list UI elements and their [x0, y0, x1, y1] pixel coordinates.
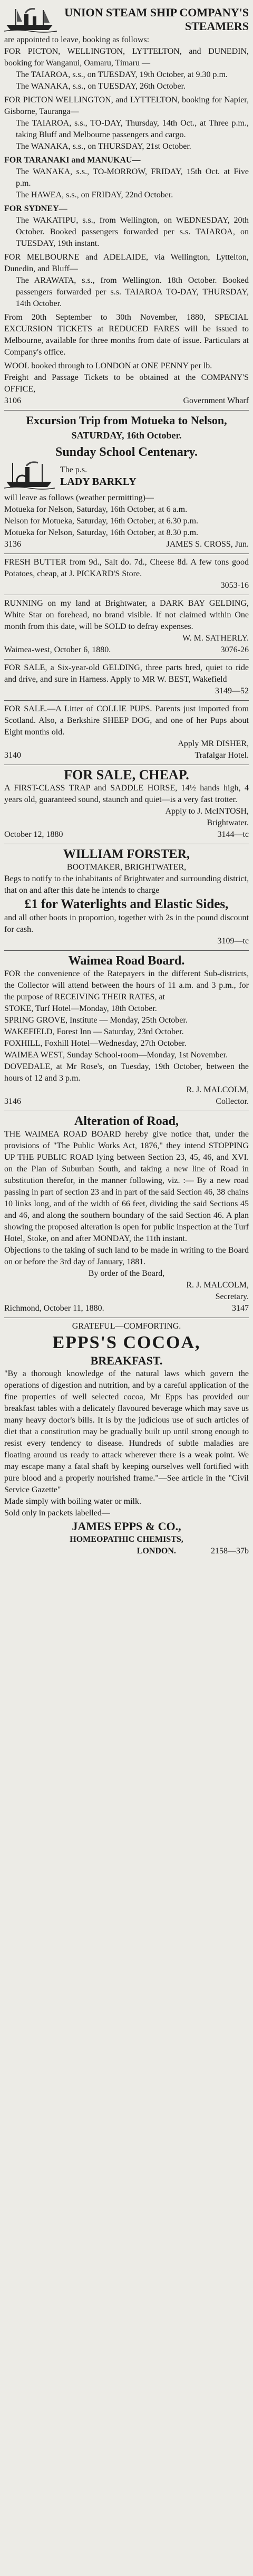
trap-title: FOR SALE, CHEAP.: [64, 767, 189, 783]
union-sailing-6: The HAWEA, s.s., on FRIDAY, 22nd October.: [16, 190, 173, 199]
trap-text: A FIRST-CLASS TRAP and SADDLE HORSE, 14½ hands high, 4 years old, guaranteed sound, staunch and quiet—is a very fast trotter.: [4, 784, 249, 804]
trap-date: October 12, 1880: [4, 830, 63, 839]
union-address: Government Wharf: [183, 396, 249, 405]
epps-text: "By a thorough knowledge of the natural laws which govern the operations of digestion and nutrition, and by a careful application of the fine properties of well selected cocoa, Mr Epps has provided our breakfast tables with a delicately flavoured beverage which may save us many heavy doctor's bills. It is by the judicious use of such articles of diet that a constitution may be gradually built up until strong enough to resist every tendency to disease. Hundreds of subtle maladies are floating around us ready to attack wherever there is a weak point. We may escape many a fatal shaft by keeping ourselves well fortified with pure blood and a properly nourished frame."—See article in the "Civil Service Gazette": [4, 1369, 249, 1494]
excursion-line-3: Nelson for Motueka, Saturday, 16th October, at 6.30 p.m.: [4, 517, 199, 526]
epps-city: LONDON.: [137, 1547, 176, 1556]
excursion-ad: [4, 411, 249, 554]
trap-place: Brightwater.: [207, 818, 249, 827]
waimea-place-4: FOXHILL, Foxhill Hotel—Wednesday, 27th October.: [4, 1039, 187, 1048]
epps-ad-number: 2158—37b: [210, 1547, 249, 1556]
forster-price: £1 for Waterlights and Elastic Sides,: [24, 897, 229, 911]
alteration-by: By order of the Board,: [88, 1269, 165, 1278]
union-ad-number: 3106: [4, 396, 21, 405]
excursion-ps: The p.s.: [60, 465, 87, 474]
waimea-ad-number: 3146: [4, 1097, 21, 1106]
butter-ad-number: 3053-16: [220, 581, 249, 590]
forster-text: Begs to notify to the inhabitants of Brightwater and surrounding district, that on and after this date he intends to charge: [4, 874, 249, 895]
collie-text: FOR SALE.—A Litter of COLLIE PUPS. Parents just imported from Scotland. Also, a Berkshire SHEEP DOG, and one of her Pups about Eight months old.: [4, 704, 249, 737]
union-route-4: FOR SYDNEY—: [4, 204, 67, 213]
union-title: UNION STEAM SHIP COMPANY'S STEAMERS: [64, 6, 249, 33]
union-sailing-7: The WAKATIPU, s.s., from Wellington, on WEDNESDAY, 20th October. Booked passengers forwarded per s.s. TAIAROA, on TUESDAY, 19th instant.: [16, 216, 249, 248]
horse-ad-number: 3076-26: [220, 645, 249, 654]
union-intro: are appointed to leave, booking as follows:: [4, 35, 150, 44]
waimea-role: Collector.: [216, 1097, 249, 1106]
epps-title: EPPS'S COCOA,: [52, 1333, 201, 1352]
forster-ad-number: 3109—tc: [217, 937, 249, 946]
butter-text: FRESH BUTTER from 9d., Salt do. 7d., Cheese 8d. A few tons good Potatoes, cheap, at J. PICKARD'S Store.: [4, 558, 249, 578]
epps-cocoa-ad: [4, 1318, 249, 1560]
epps-made: Made simply with boiling water or milk.: [4, 1497, 141, 1506]
waimea-place-5: WAIMEA WEST, Sunday School-room—Monday, 1st November.: [4, 1051, 228, 1060]
waimea-place-6: DOVEDALE, at Mr Rose's, on Tuesday, 19th October, between the hours of 12 and 3 p.m.: [4, 1062, 249, 1083]
union-sailing-8: The ARAWATA, s.s., from Wellington. 18th October. Booked passengers forwarded per s.s. TAIAROA TO-DAY, THURSDAY, 14th October.: [16, 276, 249, 308]
epps-company: JAMES EPPS & CO.,: [72, 1520, 181, 1533]
excursion-subtitle: Sunday School Centenary.: [55, 445, 198, 459]
gelding-ad: [4, 660, 249, 701]
excursion-line-1: will leave as follows (weather permitting)—: [4, 493, 154, 502]
epps-sold: Sold only in packets labelled—: [4, 1509, 110, 1518]
trap-apply: Apply to J. McINTOSH,: [165, 807, 249, 816]
excursion-line-2: Motueka for Nelson, Saturday, 16th October, at 6 a.m.: [4, 505, 188, 514]
waimea-road-board-ad: [4, 951, 249, 1111]
gelding-ad-number: 3149—52: [215, 686, 249, 695]
alteration-signature: R. J. MALCOLM,: [186, 1281, 249, 1290]
paddle-steamer-icon: [4, 461, 55, 491]
union-route-5: FOR MELBOURNE and ADELAIDE, via Wellington, Lyttelton, Dunedin, and Bluff—: [4, 253, 249, 273]
union-freight: Freight and Passage Tickets to be obtained at the COMPANY'S OFFICE,: [4, 373, 249, 394]
excursion-ship-name: LADY BARKLY: [60, 476, 137, 488]
collie-ad-number: 3140: [4, 751, 21, 760]
excursion-ad-number: 3136: [4, 540, 21, 549]
forster-trade: BOOTMAKER, BRIGHTWATER,: [66, 863, 187, 872]
forster-text-2: and all other boots in proportion, together with 2s in the pound discount for cash.: [4, 913, 249, 934]
epps-grateful: GRATEFUL—COMFORTING.: [72, 1322, 181, 1331]
union-sailing-2: The WANAKA, s.s., on TUESDAY, 26th October.: [16, 82, 186, 91]
horse-text: RUNNING on my land at Brightwater, a DARK BAY GELDING, White Star on forehead, no brand visible. If not claimed within One month from this date, will be SOLD to defray expenses.: [4, 599, 249, 631]
excursion-title: Excursion Trip from Motueka to Nelson,: [26, 414, 227, 427]
excursion-signature: JAMES S. CROSS, Jun.: [166, 540, 249, 549]
trap-ad-number: 3144—tc: [217, 830, 249, 839]
forster-ad: [4, 844, 249, 951]
union-steamship-ad: [4, 3, 249, 411]
road-alteration-ad: [4, 1111, 249, 1318]
excursion-line-4: Motueka for Nelson, Saturday, 16th October, at 8.30 p.m.: [4, 528, 199, 537]
union-sailing-4: The WANAKA, s.s., on THURSDAY, 21st October.: [16, 142, 191, 151]
waimea-place-1: STOKE, Turf Hotel—Monday, 18th October.: [4, 1004, 157, 1013]
waimea-place-2: SPRING GROVE, Institute — Monday, 25th October.: [4, 1016, 188, 1025]
alteration-title: Alteration of Road,: [74, 1114, 179, 1128]
epps-chemists: HOMEOPATHIC CHEMISTS,: [70, 1535, 183, 1544]
union-route-2: FOR PICTON WELLINGTON, and LYTTELTON, booking for Napier, Gisborne, Tauranga—: [4, 96, 249, 116]
stray-horse-ad: [4, 595, 249, 660]
waimea-place-3: WAKEFIELD, Forest Inn — Saturday, 23rd October.: [4, 1027, 184, 1036]
collie-apply: Apply MR DISHER,: [178, 739, 249, 748]
union-wool: WOOL booked through to LONDON at ONE PENNY per lb.: [4, 361, 212, 370]
excursion-date: SATURDAY, 16th October.: [71, 430, 182, 441]
collie-ad: [4, 701, 249, 765]
epps-subtitle: BREAKFAST.: [90, 1354, 163, 1367]
waimea-text: FOR the convenience of the Ratepayers in the different Sub-districts, the Collector will attend between the hours of 11 a.m. and 3 p.m., for the purpose of RECEIVING THEIR RATES, at: [4, 969, 249, 1001]
union-route-1: FOR PICTON, WELLINGTON, LYTTELTON, and DUNEDIN, booking for Wanganui, Oamaru, Timaru —: [4, 47, 249, 68]
alteration-role: Secretary.: [215, 1292, 249, 1301]
collie-address: Trafalgar Hotel.: [194, 751, 249, 760]
forster-name: WILLIAM FORSTER,: [63, 847, 190, 861]
gelding-text: FOR SALE, a Six-year-old GELDING, three parts bred, quiet to ride and drive, and sure in Harness. Apply to MR W. BEST, Wakefield: [4, 663, 249, 684]
horse-signature: W. M. SATHERLY.: [182, 634, 249, 643]
alteration-text-2: Objections to the taking of such land to be made in writing to the Board on or before the 3rd day of January, 1881.: [4, 1246, 249, 1266]
alteration-ad-number: 3147: [232, 1304, 249, 1313]
alteration-date: Richmond, October 11, 1880.: [4, 1304, 104, 1313]
alteration-text: THE WAIMEA ROAD BOARD hereby give notice that, under the provisions of "The Public Works Act, 1876," they intend STOPPING UP THE PUBLIC ROAD lying between Section 23, 45, 46, and XVI. on the Plan of Suburban South, and taking a new line of Road in substitution therefor, in the manner following, viz. :— By a new road passing in part of section 23 and in part of the said Section 46, 38 chains 10 links long, and of the width of 66 feet, dividing the said Sections 45 and 46, and along the southern boundary of the said Section 46. A plan showing the proposed alteration is open for public inspection at the Turf Hotel, Stoke, on and after MONDAY, the 11th instant.: [4, 1130, 249, 1243]
horse-date: Waimea-west, October 6, 1880.: [4, 645, 111, 654]
trap-horse-ad: [4, 765, 249, 844]
union-sailing-5: The WANAKA, s.s., TO-MORROW, FRIDAY, 15th Oct. at Five p.m.: [16, 167, 249, 188]
union-route-3: FOR TARANAKI and MANUKAU—: [4, 156, 141, 165]
waimea-signature: R. J. MALCOLM,: [186, 1085, 249, 1094]
butter-ad: [4, 554, 249, 595]
waimea-title: Waimea Road Board.: [68, 954, 185, 968]
steamship-icon: [4, 6, 57, 33]
union-sailing-1: The TAIAROA, s.s., on TUESDAY, 19th October, at 9.30 p.m.: [16, 70, 228, 79]
union-sailing-3: The TAIAROA, s.s., TO-DAY, Thursday, 14th Oct., at Three p.m., taking Bluff and Melbourne passengers and cargo.: [16, 119, 249, 139]
union-excursion-tickets: From 20th September to 30th November, 1880, SPECIAL EXCURSION TICKETS at REDUCED FARES will be issued to Melbourne, available for three months from date of issue. Particulars at Company's office.: [4, 313, 249, 357]
